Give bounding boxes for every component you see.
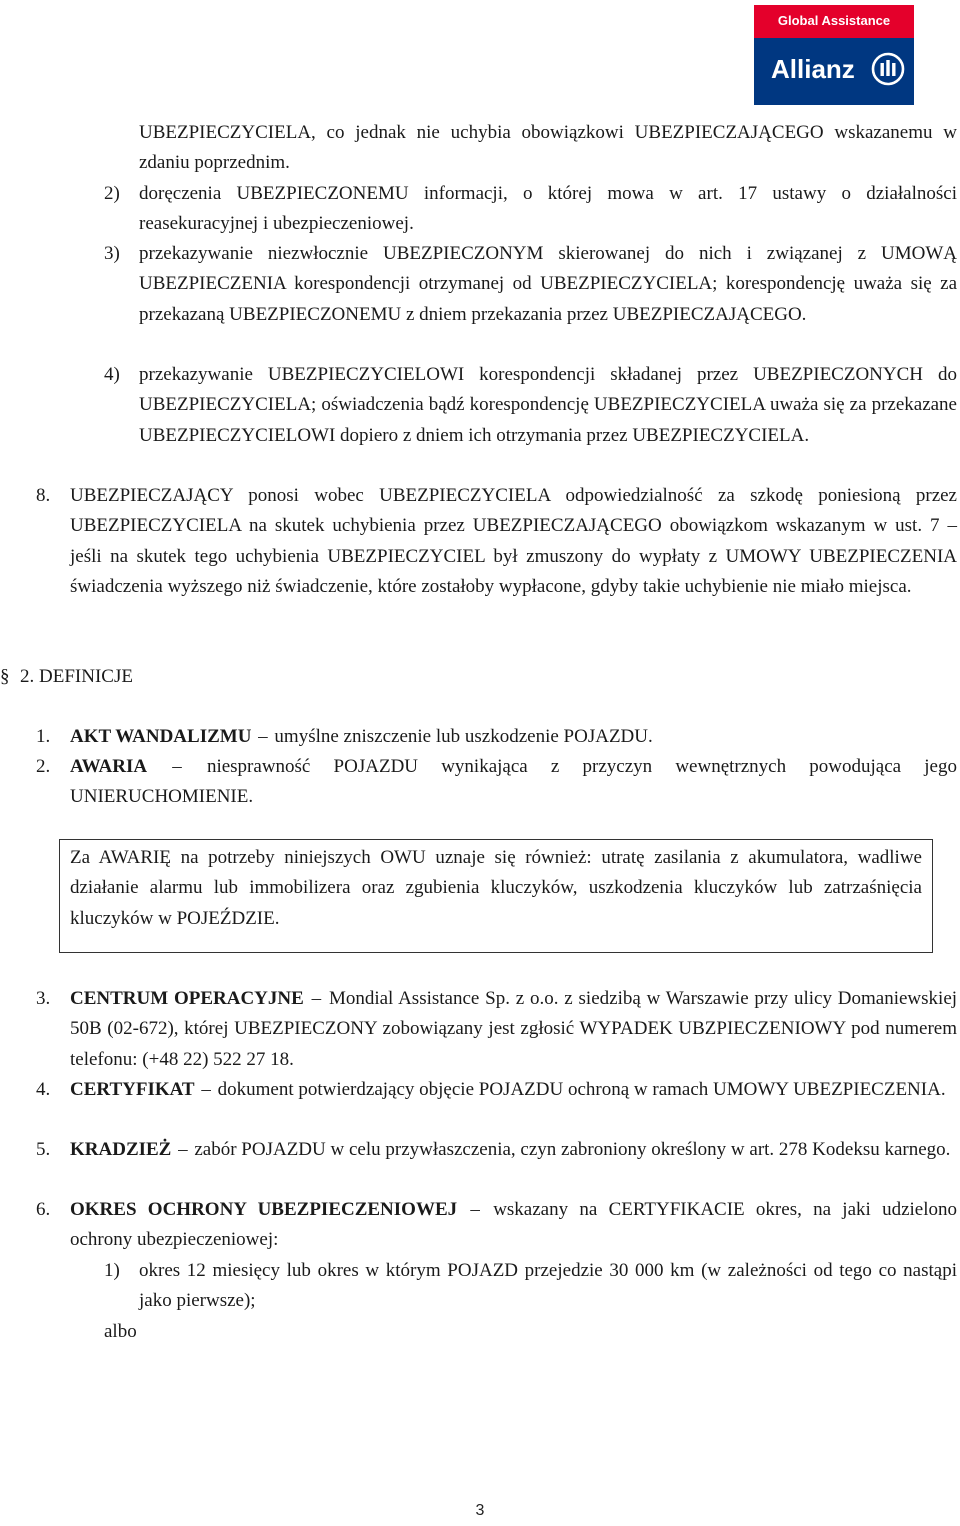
item-paragraph [70, 481, 957, 602]
definition-number: 4. [36, 1079, 51, 1100]
albo-text: albo [104, 1321, 137, 1342]
allianz-logo [754, 5, 914, 105]
definition-text: Mondial Assistance Sp. z o.o. z siedzibą w Warszawie przy ulicy Domaniewskiej 50B (02-672), której UBEZPIECZONY zobowiązany jest zgłosić WYPADEK UBZPIECZENIOWY pod numerem telefonu: (+48 22) 522 27 18. [70, 988, 958, 1070]
definition-term: CERTYFIKAT [70, 1079, 195, 1100]
definition-text: zabór POJAZDU w celu przywłaszczenia, czyn zabroniony określony w art. 278 Kodeksu karnego. [194, 1139, 951, 1160]
section-symbol: § [0, 666, 10, 687]
period-item-number: 1) [104, 1260, 120, 1281]
definition-item [70, 984, 957, 1075]
sub-item-number: 2) [104, 183, 120, 204]
definition-dash: – [172, 756, 182, 777]
definition-text: wskazany na CERTYFIKACIE okres, na jaki udzielono ochrony ubezpieczeniowej: [70, 1199, 957, 1251]
page-number: 3 [475, 1502, 485, 1519]
definition-term: AKT WANDALIZMU [70, 726, 252, 747]
definition-term: KRADZIEŻ [70, 1139, 172, 1160]
logo-brand-line: Global Assistance [777, 13, 891, 28]
section-heading [0, 662, 133, 692]
sub-item-number: 4) [104, 364, 120, 385]
section-title: 2. DEFINICJE [20, 666, 133, 687]
logo-wordmark-area [754, 50, 914, 90]
awaria-note-text: Za AWARIĘ na potrzeby niniejszych OWU uznaje się również: utratę zasilania z akumulatora, wadliwe działanie alarmu lub immobilizera oraz zgubienia kluczyków, uszkodzenia kluczyków lub zatrzaśnięcia kluczyków w POJEŹDZIE. [70, 847, 922, 929]
definition-text: niesprawność POJAZDU wynikająca z przyczyn wewnętrznych powodująca jego UNIERUCHOMIENIE. [70, 756, 957, 808]
item-text: UBEZPIECZAJĄCY ponosi wobec UBEZPIECZYCIELA odpowiedzialność za szkodę poniesioną przez UBEZPIECZYCIELA na skutek uchybienia przez UBEZPIECZAJĄCEGO obowiązkom wskazanym w ust. 7 – jeśli na skutek tego uchybienia UBEZPIECZYCIEL był zmuszony do wypłaty z UMOWY UBEZPIECZENIA świadczenia wyższego niż świadczenie, które zostałoby wypłacone, gdyby takie uchybienie nie miało miejsca. [70, 485, 957, 597]
definition-number: 5. [36, 1139, 51, 1160]
continuation-paragraph [139, 118, 957, 179]
definition-dash: – [178, 1139, 188, 1160]
definition-item [70, 1135, 957, 1165]
definition-dash: – [470, 1199, 480, 1220]
definition-number: 3. [36, 988, 51, 1009]
sub-item-number: 3) [104, 243, 120, 264]
definition-dash: – [311, 988, 322, 1009]
sub-item-text: przekazywanie UBEZPIECZYCIELOWI korespondencji składanej przez UBEZPIECZONYCH do UBEZPIECZYCIELA; oświadczenia bądź korespondencję UBEZPIECZYCIELA uważa się za przekazane UBEZPIECZYCIELOWI dopiero z dniem ich otrzymania przez UBEZPIECZYCIELA. [139, 364, 957, 446]
allianz-eagle-icon [871, 52, 905, 86]
definition-text: dokument potwierdzający objęcie POJAZDU ochroną w ramach UMOWY UBEZPIECZENIA. [217, 1079, 946, 1100]
period-item-text: okres 12 miesięcy lub okres w którym POJAZD przejedzie 30 000 km (w zależności od tego co nastąpi jako pierwsze); [139, 1260, 957, 1312]
sub-item-paragraph [139, 360, 957, 451]
sub-item-text: doręczenia UBEZPIECZONEMU informacji, o której mowa w art. 17 ustawy o działalności reasekuracyjnej i ubezpieczeniowej. [139, 183, 957, 235]
item-number: 8. [36, 485, 51, 506]
sub-item-text: przekazywanie niezwłocznie UBEZPIECZONYM skierowanej do nich i związanej z UMOWĄ UBEZPIECZENIA korespondencji otrzymanej od UBEZPIECZYCIELA; korespondencję uważa się za przekazaną UBEZPIECZONEMU z dniem przekazania przez UBEZPIECZAJĄCEGO. [139, 243, 957, 325]
definition-term: OKRES OCHRONY UBEZPIECZENIOWEJ [70, 1199, 458, 1220]
definition-item [70, 722, 957, 752]
sub-item-paragraph [139, 239, 957, 330]
definition-item [70, 1075, 957, 1105]
logo-wordmark: Allianz [771, 54, 855, 84]
definition-term: AWARIA [70, 756, 148, 777]
definition-number: 2. [36, 756, 51, 777]
definition-dash: – [201, 1079, 211, 1100]
definition-item [70, 1195, 957, 1256]
logo-brand-bar [754, 5, 914, 38]
definition-text: umyślne zniszczenie lub uszkodzenie POJAZDU. [274, 726, 653, 747]
definition-number: 1. [36, 726, 51, 747]
definition-number: 6. [36, 1199, 51, 1220]
awaria-note-box [59, 839, 933, 953]
definition-item [70, 752, 957, 813]
continuation-text: UBEZPIECZYCIELA, co jednak nie uchybia obowiązkowi UBEZPIECZAJĄCEGO wskazanemu w zdaniu poprzednim. [139, 122, 957, 174]
sub-item-paragraph [139, 179, 957, 240]
period-item [139, 1256, 957, 1317]
definition-term: CENTRUM OPERACYJNE [70, 988, 304, 1009]
definition-dash: – [258, 726, 268, 747]
